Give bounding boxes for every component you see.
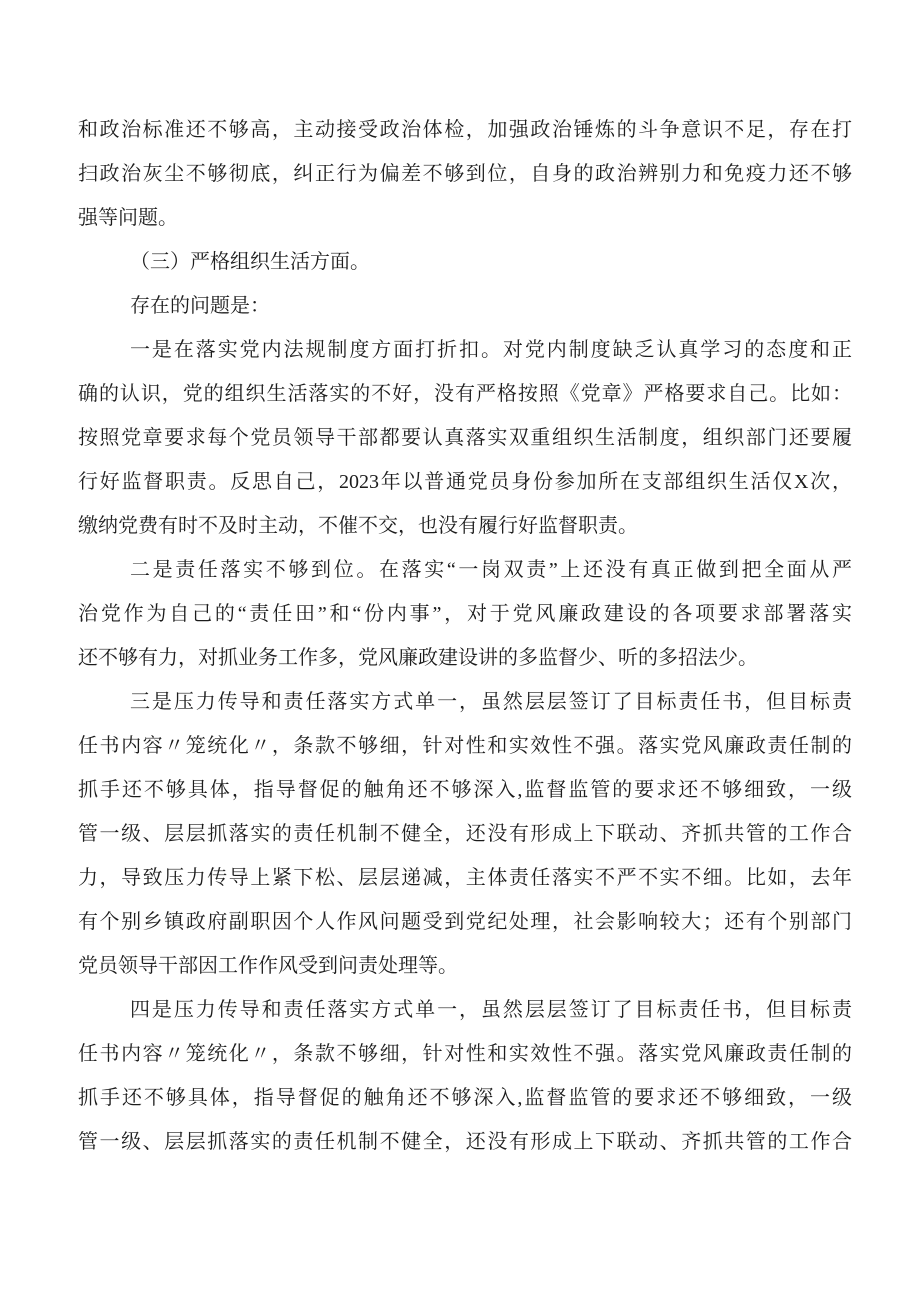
document-body: [78, 108, 852, 1164]
text-line: 管一级、层层抓落实的责任机制不健全，还没有形成上下联动、齐抓共管的工作合: [78, 1131, 852, 1153]
paragraph: [78, 548, 852, 680]
text-line: 抓手还不够具体，指导督促的触角还不够深入,监督监管的要求还不够细致，一级: [78, 779, 852, 801]
paragraph: [78, 988, 852, 1164]
text-line: 任书内容〃笼统化〃，条款不够细，针对性和实效性不强。落实党风廉政责任制的: [78, 735, 852, 757]
section-heading: [78, 240, 852, 284]
text-line: 三是压力传导和责任落实方式单一，虽然层层签订了目标责任书，但目标责: [130, 691, 852, 713]
paragraph: [78, 328, 852, 548]
text-line: 确的认识，党的组织生活落实的不好，没有严格按照《党章》严格要求自己。比如：: [78, 383, 852, 405]
paragraph: [78, 108, 852, 240]
text-line: 行好监督职责。反思自己，2023年以普通党员身份参加所在支部组织生活仅X次，: [78, 471, 852, 493]
text-line: 治党作为自己的“责任田”和“份内事”，对于党风廉政建设的各项要求部署落实: [78, 603, 852, 625]
text-line: 有个别乡镇政府副职因个人作风问题受到党纪处理，社会影响较大；还有个别部门: [78, 911, 852, 933]
text-line: 一是在落实党内法规制度方面打折扣。对党内制度缺乏认真学习的态度和正: [130, 339, 852, 361]
text-line: 按照党章要求每个党员领导干部都要认真落实双重组织生活制度，组织部门还要履: [78, 427, 852, 449]
paragraph: [78, 680, 852, 988]
text-line: 存在的问题是：: [130, 295, 270, 317]
text-line: 党员领导干部因工作作风受到问责处理等。: [78, 955, 458, 977]
section-heading-text: （三）严格组织生活方面。: [130, 251, 370, 273]
text-line: 二是责任落实不够到位。在落实“一岗双责”上还没有真正做到把全面从严: [130, 559, 852, 581]
text-line: 抓手还不够具体，指导督促的触角还不够深入,监督监管的要求还不够细致，一级: [78, 1087, 852, 1109]
text-line: 管一级、层层抓落实的责任机制不健全，还没有形成上下联动、齐抓共管的工作合: [78, 823, 852, 845]
text-line: 还不够有力，对抓业务工作多，党风廉政建设讲的多监督少、听的多招法少。: [78, 647, 758, 669]
text-line: 缴纳党费有时不及时主动，不催不交，也没有履行好监督职责。: [78, 515, 638, 537]
text-line: 力，导致压力传导上紧下松、层层递减，主体责任落实不严不实不细。比如，去年: [78, 867, 852, 889]
text-line: 四是压力传导和责任落实方式单一，虽然层层签订了目标责任书，但目标责: [130, 999, 852, 1021]
text-line: 和政治标准还不够高，主动接受政治体检，加强政治锤炼的斗争意识不足，存在打: [78, 119, 852, 141]
text-line: 强等问题。: [78, 207, 178, 229]
paragraph: [78, 284, 852, 328]
text-line: 任书内容〃笼统化〃，条款不够细，针对性和实效性不强。落实党风廉政责任制的: [78, 1043, 852, 1065]
text-line: 扫政治灰尘不够彻底，纠正行为偏差不够到位，自身的政治辨别力和免疫力还不够: [78, 163, 852, 185]
